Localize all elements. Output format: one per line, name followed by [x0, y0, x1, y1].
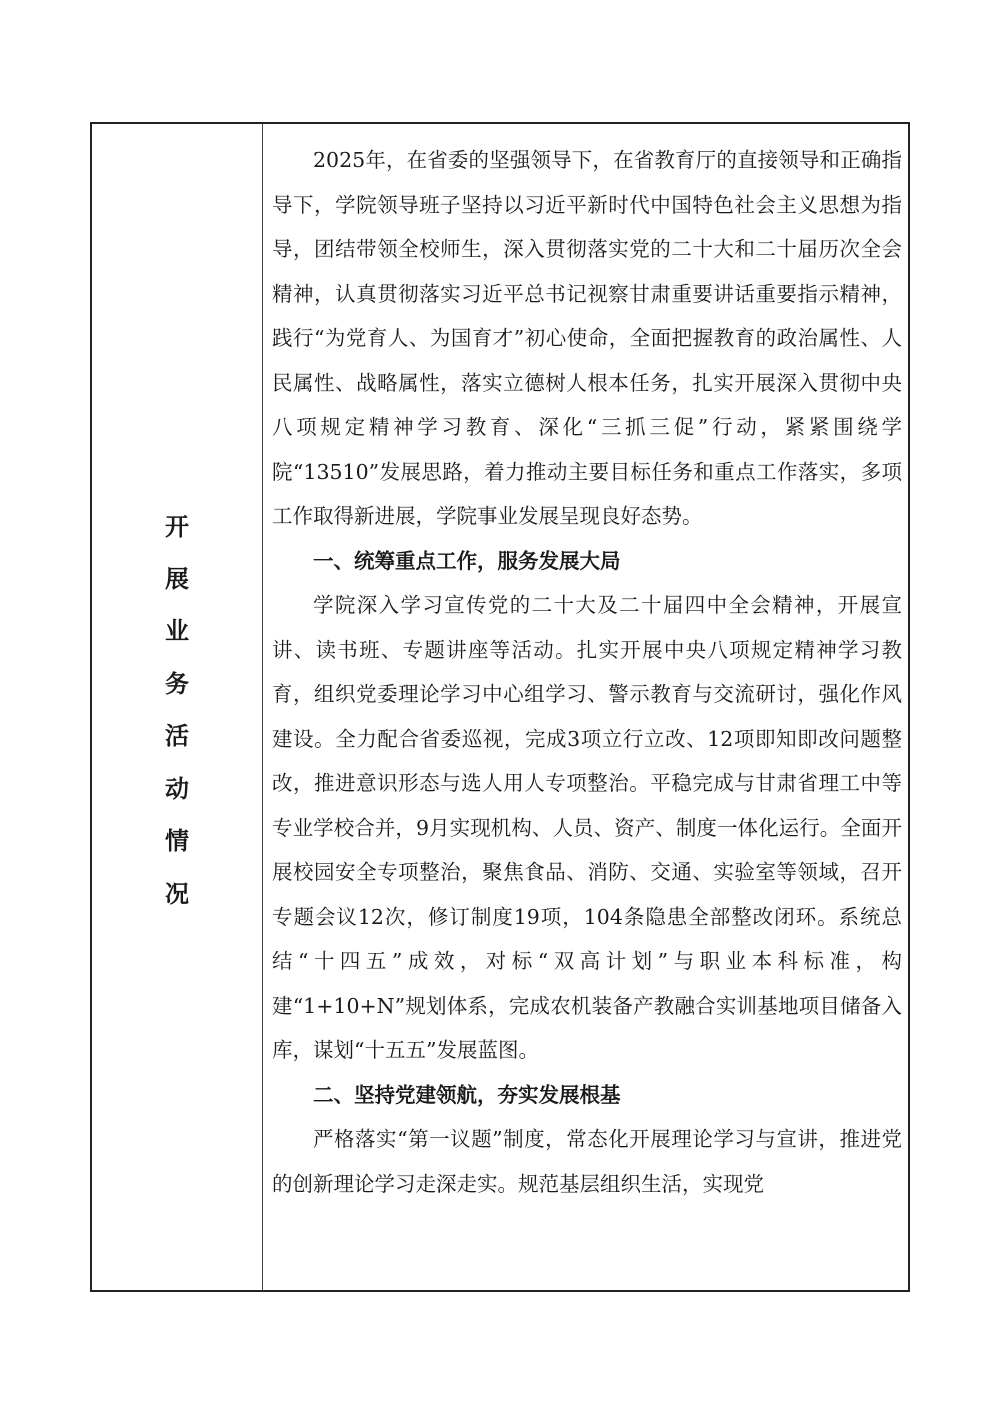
row-label-char: 务	[165, 669, 189, 698]
activity-table	[90, 122, 910, 1292]
row-label-char: 况	[165, 879, 189, 908]
row-label-char: 动	[165, 774, 189, 803]
section-1-paragraph: 学院深入学习宣传党的二十大及二十届四中全会精神，开展宣讲、读书班、专题讲座等活动。扎实开展中央八项规定精神学习教育，组织党委理论学习中心组学习、警示教育与交流研讨，强化作风建设。全力配合省委巡视，完成3项立行立改、12项即知即改问题整改，推进意识形态与选人用人专项整治。平稳完成与甘肃省理工中等专业学校合并，9月实现机构、人员、资产、制度一体化运行。全面开展校园安全专项整治，聚焦食品、消防、交通、实验室等领域，召开专题会议12次，修订制度19项，104条隐患全部整改闭环。系统总结“十四五”成效，对标“双高计划”与职业本科标准，构建“1+10+N”规划体系，完成农机装备产教融合实训基地项目储备入库，谋划“十五五”发展蓝图。	[272, 593, 902, 1062]
section-heading-2: 二、坚持党建领航，夯实发展根基	[313, 1082, 621, 1107]
section-heading-1: 一、统筹重点工作，服务发展大局	[313, 548, 621, 573]
row-label-char: 活	[165, 721, 189, 750]
section-2-paragraph: 严格落实“第一议题”制度，常态化开展理论学习与宣讲，推进党的创新理论学习走深走实。规范基层组织生活，实现党	[272, 1127, 902, 1196]
content-cell	[272, 138, 902, 1206]
row-label-char: 业	[165, 616, 189, 645]
column-divider	[262, 124, 263, 1290]
row-label-char: 情	[165, 826, 189, 855]
intro-paragraph: 2025年，在省委的坚强领导下，在省教育厅的直接领导和正确指导下，学院领导班子坚持以习近平新时代中国特色社会主义思想为指导，团结带领全校师生，深入贯彻落实党的二十大和二十届历次全会精神，认真贯彻落实习近平总书记视察甘肃重要讲话重要指示精神，践行“为党育人、为国育才”初心使命，全面把握教育的政治属性、人民属性、战略属性，落实立德树人根本任务，扎实开展深入贯彻中央八项规定精神学习教育、深化“三抓三促”行动，紧紧围绕学院“13510”发展思路，着力推动主要目标任务和重点工作落实，多项工作取得新进展，学院事业发展呈现良好态势。	[272, 148, 902, 528]
row-label-cell	[92, 124, 262, 1290]
row-label-char: 开	[165, 512, 189, 541]
row-label-char: 展	[165, 564, 189, 593]
